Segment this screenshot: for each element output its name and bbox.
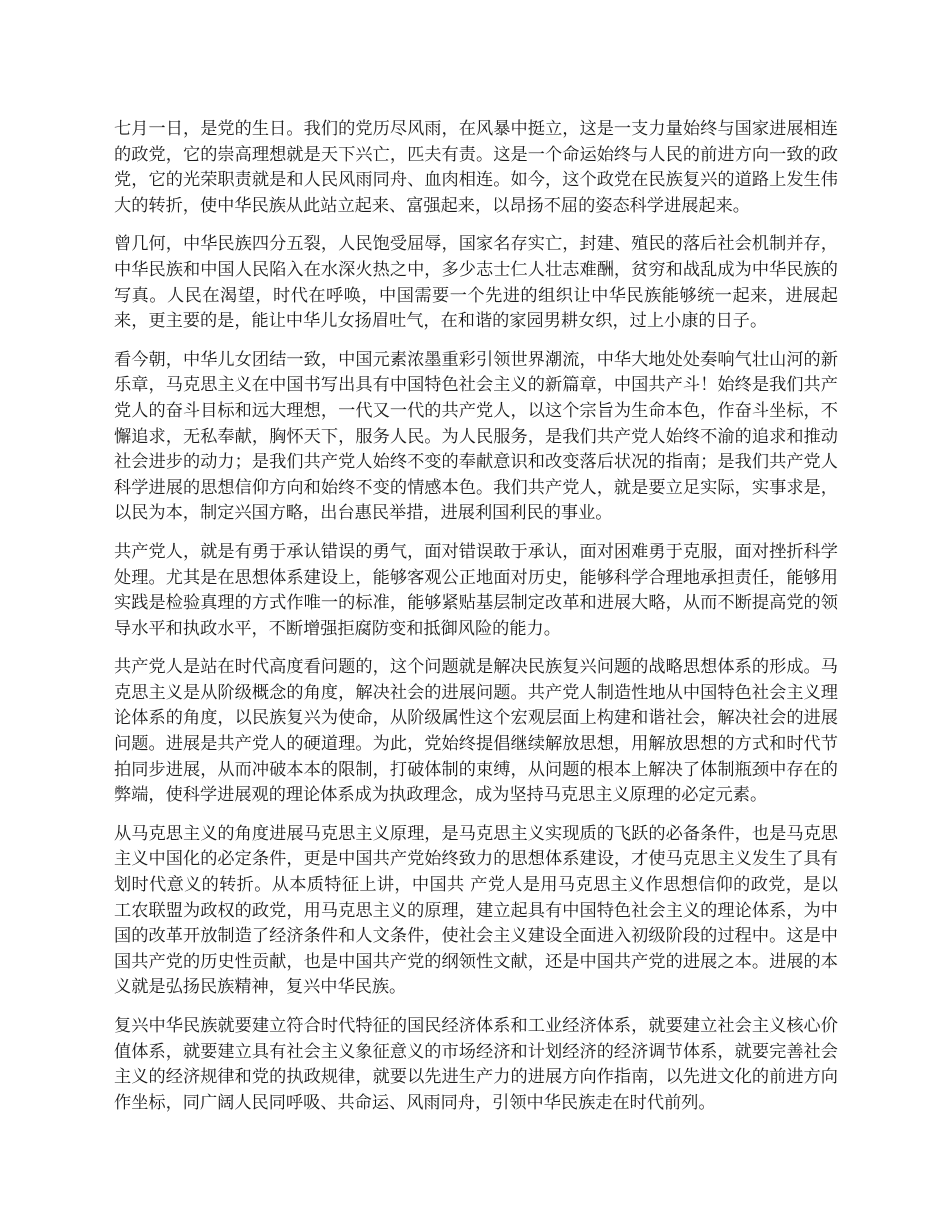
paragraph-1: 七月一日，是党的生日。我们的党历尽风雨，在风暴中挺立，这是一支力量始终与国家进展相连的政党，它的崇高理想就是天下兴亡，匹夫有责。这是一个命运始终与人民的前进方向一致的政党，它的光荣职责就是和人民风雨同舟、血肉相连。如今，这个政党在民族复兴的道路上发生伟大的转折，使中华民族从此站立起来、富强起来，以昂扬不屈的姿态科学进展起来。	[114, 119, 838, 216]
paragraph-5: 共产党人是站在时代高度看问题的，这个问题就是解决民族复兴问题的战略思想体系的形成。马克思主义是从阶级概念的角度，解决社会的进展问题。共产党人制造性地从中国特色社会主义理论体系的角度，以民族复兴为使命，从阶级属性这个宏观层面上构建和谐社会，解决社会的进展问题。进展是共产党人的硬道理。为此，党始终提倡继续解放思想，用解放思想的方式和时代节拍同步进展，从而冲破本本的限制，打破体制的束缚，从问题的根本上解决了体制瓶颈中存在的弊端，使科学进展观的理论体系成为执政理念，成为坚持马克思主义原理的必定元素。	[114, 657, 838, 806]
paragraph-3: 看今朝，中华儿女团结一致，中国元素浓墨重彩引领世界潮流，中华大地处处奏响气壮山河的新乐章，马克思主义在中国书写出具有中国特色社会主义的新篇章，中国共产斗！始终是我们共产党人的奋斗目标和远大理想，一代又一代的共产党人，以这个宗旨为生命本色，作奋斗坐标，不懈追求，无私奉献，胸怀天下，服务人民。为人民服务，是我们共产党人始终不渝的追求和推动社会进步的动力；是我们共产党人始终不变的奉献意识和改变落后状况的指南；是我们共产党人科学进展的思想信仰方向和始终不变的情感本色。我们共产党人，就是要立足实际，实事求是，以民为本，制定兴国方略，出台惠民举措，进展利国利民的事业。	[114, 349, 838, 524]
paragraph-7: 复兴中华民族就要建立符合时代特征的国民经济体系和工业经济体系，就要建立社会主义核心价值体系，就要建立具有社会主义象征意义的市场经济和计划经济的经济调节体系，就要完善社会主义的经济规律和党的执政规律，就要以先进生产力的进展方向作指南，以先进文化的前进方向作坐标，同广阔人民同呼吸、共命运、风雨同舟，引领中华民族走在时代前列。	[114, 1016, 838, 1113]
paragraph-4: 共产党人，就是有勇于承认错误的勇气，面对错误敢于承认，面对困难勇于克服，面对挫折科学处理。尤其是在思想体系建设上，能够客观公正地面对历史，能够科学合理地承担责任，能够用实践是检验真理的方式作唯一的标准，能够紧贴基层制定改革和进展大略，从而不断提高党的领导水平和执政水平，不断增强拒腐防变和抵御风险的能力。	[114, 541, 838, 639]
paragraph-2: 曾几何，中华民族四分五裂，人民饱受屈辱，国家名存实亡，封建、殖民的落后社会机制并存，中华民族和中国人民陷入在水深火热之中，多少志士仁人壮志难酬，贫穷和战乱成为中华民族的写真。人民在渴望，时代在呼唤，中国需要一个先进的组织让中华民族能够统一起来，进展起来，更主要的是，能让中华儿女扬眉吐气，在和谐的家园男耕女织，过上小康的日子。	[114, 234, 838, 332]
paragraph-6: 从马克思主义的角度进展马克思主义原理，是马克思主义实现质的飞跃的必备条件，也是马克思主义中国化的必定条件，更是中国共产党始终致力的思想体系建设，才使马克思主义发生了具有划时代意义的转折。从本质特征上讲，中国共 产党人是用马克思主义作思想信仰的政党，是以工农联盟为政权的政党，用马克思主义的原理，建立起具有中国特色社会主义的理论体系，为中国的改革开放制造了经济条件和人文条件，使社会主义建设全面进入初级阶段的过程中。这是中国共产党的历史性贡献，也是中国共产党的纲领性文献，还是中国共产党的进展之本。进展的本义就是弘扬民族精神，复兴中华民族。	[114, 823, 838, 998]
